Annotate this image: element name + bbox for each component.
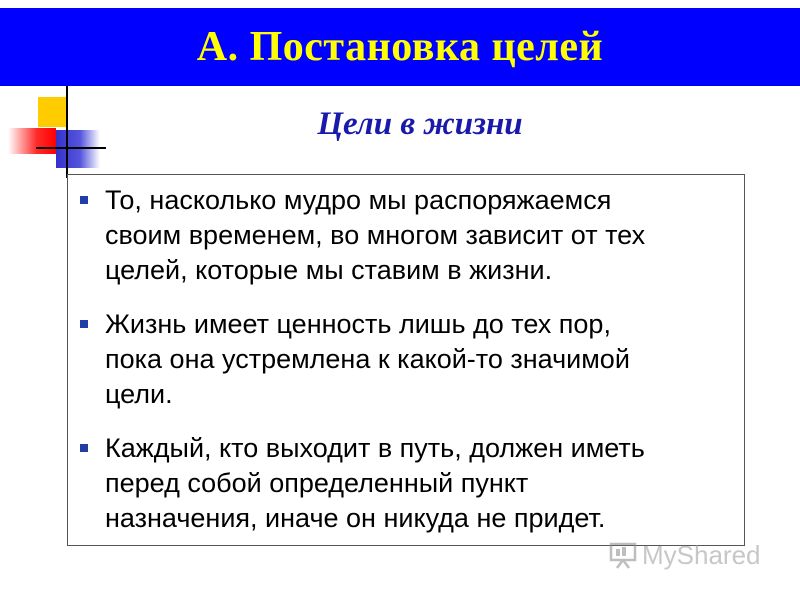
bullet-square-icon bbox=[80, 320, 88, 328]
slide-title: А. Постановка целей bbox=[196, 24, 604, 70]
bullet-square-icon bbox=[80, 444, 88, 452]
decor-horizontal-line bbox=[36, 147, 106, 149]
presentation-board-icon bbox=[608, 540, 638, 570]
content-box bbox=[67, 174, 745, 546]
bullet-text: Жизнь имеет ценность лишь до тех пор, пока она устремлена к какой-то значимой цели. bbox=[105, 309, 630, 409]
bullet-text: То, насколько мудро мы распоряжаемся своим временем, во многом зависит от тех целей, которые мы ставим в жизни. bbox=[105, 185, 646, 285]
bullet-square-icon bbox=[80, 196, 88, 204]
watermark-text: MyShared bbox=[642, 539, 761, 570]
slide-subtitle: Цели в жизни bbox=[317, 106, 523, 142]
bullet-text: Каждый, кто выходит в путь, должен иметь перед собой определенный пункт назначения, иначе он никуда не придет. bbox=[105, 433, 645, 533]
watermark-logo bbox=[608, 538, 768, 572]
